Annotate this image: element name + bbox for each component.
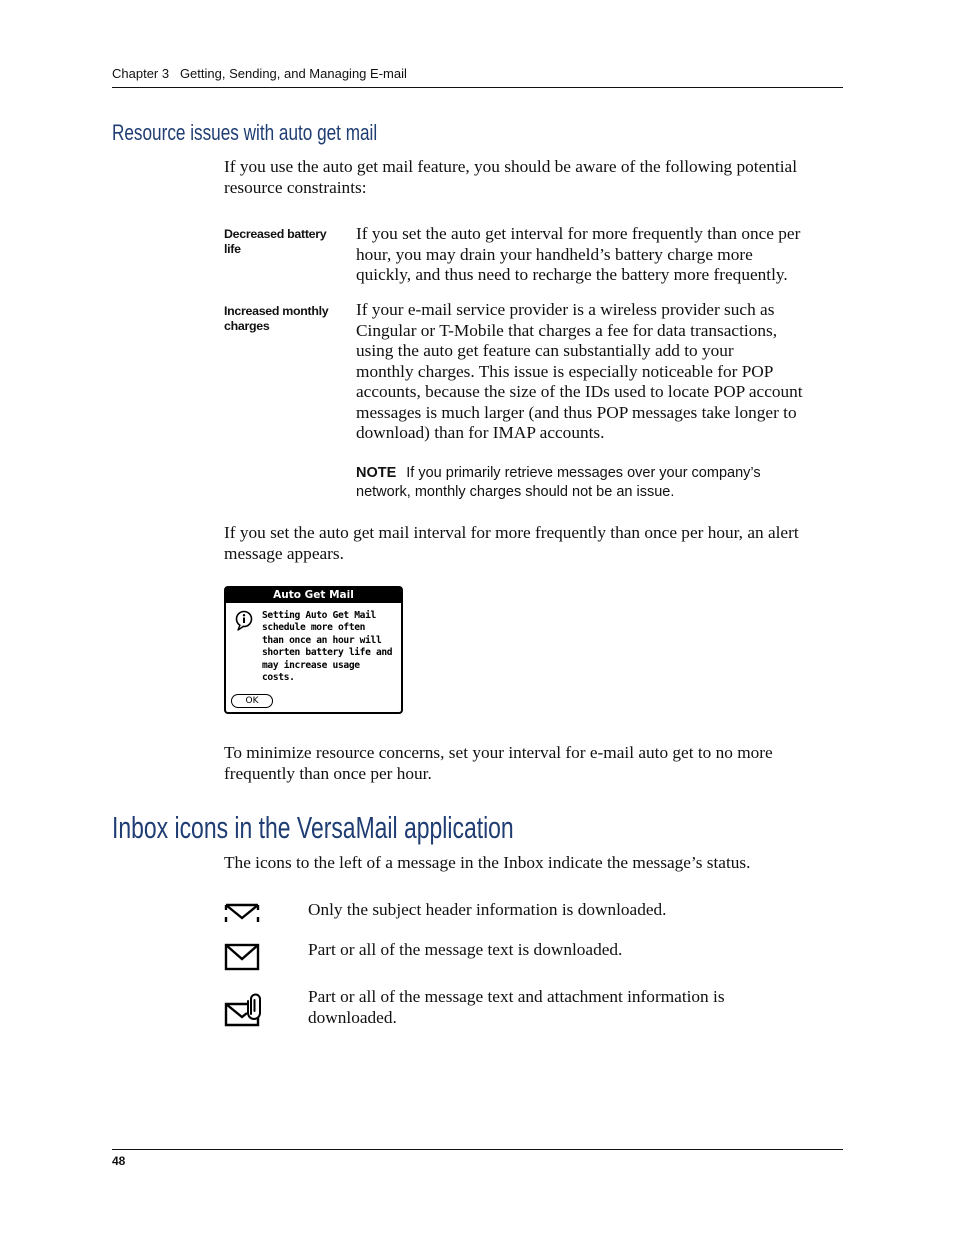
note-line: If you primarily retrieve messages over your company’s [406, 465, 761, 481]
envelope-icon [224, 942, 260, 972]
note-line: network, monthly charges should not be an issue. [356, 484, 675, 500]
text-line: If you set the auto get interval for more frequently than once per [356, 224, 801, 243]
term-increased-monthly-charges [224, 304, 349, 334]
inbox-intro-paragraph: The icons to the left of a message in the Inbox indicate the message’s status. [224, 853, 751, 872]
running-header [112, 66, 407, 81]
term-line: charges [224, 319, 270, 333]
term-line: Increased monthly [224, 304, 329, 318]
header-rule [112, 87, 843, 88]
text-line: resource constraints: [224, 177, 367, 197]
text-line: frequently than once per hour. [224, 763, 432, 783]
text-line: Cingular or T-Mobile that charges a fee for data transactions, [356, 320, 778, 340]
dialog-message-line: schedule more often [262, 622, 366, 634]
ok-button[interactable]: OK [231, 694, 273, 708]
text-line: accounts, because the size of the IDs used to locate POP account [356, 382, 803, 401]
dialog-message-line: Setting Auto Get Mail [262, 610, 376, 621]
chapter-label: Chapter 3 [112, 66, 170, 81]
icon-description-text: Part or all of the message text is downloaded. [308, 940, 623, 959]
text-line: monthly charges. This issue is especially noticeable for POP [356, 361, 774, 381]
text-line: To minimize resource concerns, set your interval for e-mail auto get to no more [224, 743, 773, 762]
section-heading-inbox-icons: Inbox icons in the VersaMail application [112, 810, 514, 845]
text-line: using the auto get feature can substantially add to your [356, 341, 734, 360]
info-icon [234, 610, 256, 632]
section-heading-resource-issues: Resource issues with auto get mail [112, 120, 378, 145]
text-line: message appears. [224, 543, 344, 563]
dialog-title: Auto Get Mail [226, 588, 401, 603]
auto-get-mail-dialog [224, 586, 403, 714]
term-line: Decreased battery [224, 227, 327, 241]
icon-description-attachment [308, 987, 843, 1028]
text-line: If you set the auto get mail interval for more frequently than once per hour, an alert [224, 523, 799, 542]
text-line: download) than for IMAP accounts. [356, 423, 605, 442]
text-line: messages is much larger (and thus POP messages take longer to [356, 402, 797, 422]
text-line: If you use the auto get mail feature, you should be aware of the following potential [224, 157, 797, 176]
alert-paragraph [224, 523, 843, 564]
minimize-paragraph [224, 743, 843, 784]
text-line: Part or all of the message text and attachment information is [308, 987, 725, 1006]
dialog-message-line: shorten battery life and [262, 647, 393, 659]
footer-rule [112, 1149, 843, 1150]
icon-description-partial: Only the subject header information is downloaded. [308, 900, 667, 919]
resource-intro-paragraph [224, 157, 843, 198]
dialog-message [262, 610, 404, 684]
page-number: 48 [112, 1154, 126, 1168]
term-decreased-battery-life [224, 227, 349, 257]
text-line: hour, you may drain your handheld’s battery charge more [356, 244, 753, 264]
description-increased-monthly-charges [356, 300, 843, 444]
text-line: downloaded. [308, 1007, 397, 1027]
envelope-attachment-icon [224, 991, 262, 1029]
envelope-partial-icon [224, 902, 260, 924]
text-line: If your e-mail service provider is a wireless provider such as [356, 300, 775, 319]
description-decreased-battery-life [356, 224, 843, 286]
text-line: quickly, and thus need to recharge the battery more frequently. [356, 265, 788, 284]
dialog-message-line: may increase usage [262, 659, 360, 671]
term-line: life [224, 242, 241, 256]
dialog-message-line: than once an hour will [262, 634, 382, 646]
note-label: NOTE [356, 465, 397, 481]
note-block [356, 464, 843, 502]
chapter-title: Getting, Sending, and Managing E-mail [179, 66, 407, 81]
dialog-message-line: costs. [262, 672, 295, 684]
